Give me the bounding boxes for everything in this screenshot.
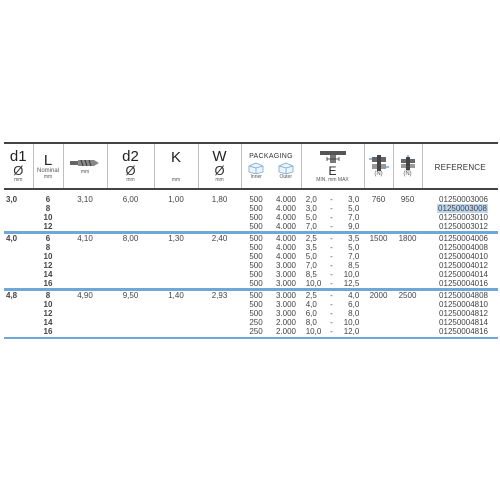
grip-min: 3,0: [305, 204, 317, 213]
cell-length: 14: [43, 318, 53, 327]
cell-inner: 500: [249, 270, 263, 279]
cell-d2: [107, 222, 154, 233]
cell-w: 1,80: [211, 195, 228, 204]
cell-k: [154, 279, 198, 290]
cell-grip-range: [301, 233, 364, 244]
shear-unit: (N): [374, 171, 383, 177]
cell-w: [198, 213, 241, 222]
reference-code[interactable]: 01250003008: [438, 204, 487, 213]
table-row[interactable]: [4, 204, 498, 213]
cell-outer: 3.000: [275, 300, 297, 309]
grip-separator: -: [325, 213, 338, 222]
packaging-outer-label: Outer: [279, 173, 292, 180]
cell-outer: 4.000: [275, 252, 297, 261]
cell-grip-range: [301, 261, 364, 270]
cell-inner: 500: [249, 279, 263, 288]
reference-code[interactable]: 01250004006: [439, 234, 488, 243]
table-row[interactable]: [4, 290, 498, 301]
cell-grip-range: [301, 222, 364, 233]
cell-shear: [364, 270, 393, 279]
cell-length: 8: [45, 204, 51, 213]
cell-w: [198, 318, 241, 327]
cell-inner: 500: [249, 213, 263, 222]
cell-tensile: 1800: [393, 233, 422, 244]
table-row[interactable]: [4, 243, 498, 252]
product-spec-table: [4, 142, 498, 339]
header-grip-range: [301, 143, 364, 189]
table-header-row: [4, 143, 498, 189]
cell-shear: [364, 213, 393, 222]
grip-separator: -: [325, 309, 338, 318]
cell-w: [198, 222, 241, 233]
cell-d2: [107, 318, 154, 327]
cell-outer: 3.000: [275, 279, 297, 288]
cell-w: [198, 270, 241, 279]
d1-unit: mm: [14, 177, 23, 183]
cell-d1: [4, 279, 33, 290]
cell-d1: [4, 261, 33, 270]
cell-reference: [422, 204, 498, 213]
table-row[interactable]: [4, 300, 498, 309]
cell-drill: [63, 309, 107, 318]
grip-separator: -: [325, 243, 338, 252]
cell-drill: 3,10: [77, 195, 93, 204]
cell-grip-range: [301, 327, 364, 336]
reference-code[interactable]: 01250004808: [439, 291, 488, 300]
cell-inner: 500: [249, 309, 263, 318]
grip-min: 4,0: [305, 300, 317, 309]
box-inner-icon: [247, 162, 265, 174]
cell-length: 6: [45, 195, 51, 204]
w-diameter-symbol: Ø: [214, 163, 225, 178]
cell-tensile: [393, 222, 422, 233]
cell-k: [154, 261, 198, 270]
drill-bit-icon: [64, 157, 107, 169]
packaging-title: PACKAGING: [249, 152, 293, 160]
reference-code[interactable]: 01250004810: [439, 300, 488, 309]
cell-length: 16: [43, 279, 53, 288]
cell-reference: [422, 318, 498, 327]
cell-outer: 3.000: [271, 290, 301, 301]
w-symbol: W: [212, 148, 227, 165]
grip-max: 8,0: [348, 309, 360, 318]
cell-tensile: [393, 204, 422, 213]
grip-max: 5,0: [348, 204, 360, 213]
header-shear: [364, 143, 393, 189]
cell-outer: 3.000: [275, 309, 297, 318]
d2-unit: mm: [126, 177, 135, 183]
cell-d2: [107, 270, 154, 279]
cell-w: [198, 204, 241, 213]
cell-tensile: [393, 309, 422, 318]
cell-d2: [107, 213, 154, 222]
header-k: [154, 143, 198, 189]
cell-k: [154, 222, 198, 233]
cell-grip-range: [301, 279, 364, 290]
d2-diameter-symbol: Ø: [125, 163, 136, 178]
cell-drill: [63, 318, 107, 327]
length-nominal-label: Nominal: [36, 167, 59, 174]
shear-force-icon: [365, 155, 393, 171]
table-row[interactable]: [4, 270, 498, 279]
cell-drill: 4,90: [63, 290, 107, 301]
cell-drill: 4,10: [63, 233, 107, 244]
grip-min: 2,0: [305, 195, 317, 204]
reference-code[interactable]: 01250004014: [439, 270, 488, 279]
cell-tensile: 2500: [393, 290, 422, 301]
cell-d2: 8,00: [107, 233, 154, 244]
cell-grip-range: [301, 309, 364, 318]
cell-k: [154, 300, 198, 309]
drill-unit: mm: [80, 169, 90, 175]
cell-reference: [422, 279, 498, 290]
cell-inner: 500: [249, 195, 263, 204]
cell-w: [198, 327, 241, 336]
cell-reference: [422, 222, 498, 233]
grip-min: 10,0: [305, 279, 322, 288]
cell-shear: 2000: [364, 290, 393, 301]
reference-code[interactable]: 01250004814: [439, 318, 488, 327]
d2-symbol: d2: [122, 148, 139, 165]
cell-d1: [4, 222, 33, 233]
cell-d1: [4, 243, 33, 252]
header-packaging: [241, 143, 301, 189]
reference-code[interactable]: 01250004816: [439, 327, 488, 336]
grip-max: 3,0: [348, 195, 360, 204]
grip-separator: -: [325, 318, 338, 327]
cell-tensile: [393, 243, 422, 252]
grip-min: 7,0: [305, 222, 317, 231]
cell-k: [154, 252, 198, 261]
cell-inner: 500: [249, 300, 263, 309]
reference-code[interactable]: 01250003006: [439, 195, 488, 204]
cell-outer: 2.000: [275, 318, 297, 327]
cell-drill: [63, 300, 107, 309]
cell-reference: [422, 195, 498, 204]
cell-shear: [364, 204, 393, 213]
grip-separator: -: [325, 261, 338, 270]
cell-d2: [107, 309, 154, 318]
cell-d2: [107, 204, 154, 213]
cell-grip-range: [301, 270, 364, 279]
cell-d1: [4, 318, 33, 327]
cell-shear: [364, 318, 393, 327]
cell-d1: 4,8: [4, 290, 33, 301]
grip-max: 12,5: [343, 279, 360, 288]
cell-tensile: [393, 213, 422, 222]
grip-symbol: E: [328, 163, 337, 178]
cell-k: [154, 204, 198, 213]
cell-outer: 2.000: [275, 327, 297, 336]
grip-separator: -: [325, 204, 338, 213]
cell-drill: [63, 261, 107, 270]
cell-shear: [364, 327, 393, 336]
w-unit: mm: [215, 177, 224, 183]
table-body: [4, 195, 498, 338]
cell-shear: [364, 222, 393, 233]
grip-max: 6,0: [348, 300, 360, 309]
grip-separator: -: [325, 195, 338, 204]
cell-length: 10: [43, 213, 53, 222]
cell-outer: 4.000: [271, 233, 301, 244]
cell-w: [198, 309, 241, 318]
cell-shear: 1500: [364, 233, 393, 244]
cell-d2: [107, 327, 154, 336]
cell-drill: [63, 252, 107, 261]
grip-separator: -: [325, 327, 338, 336]
cell-d2: [107, 252, 154, 261]
cell-length: 10: [43, 300, 53, 309]
cell-d2: 6,00: [122, 195, 139, 204]
reference-code[interactable]: 01250004008: [439, 243, 488, 252]
grip-max: 4,0: [348, 291, 360, 300]
cell-k: 1,40: [154, 290, 198, 301]
cell-w: [198, 279, 241, 290]
cell-d1: [4, 300, 33, 309]
cell-inner: 500: [249, 261, 263, 270]
cell-inner: 500: [241, 290, 271, 301]
header-reference: [422, 143, 498, 189]
cell-d2: [107, 243, 154, 252]
cell-shear: [364, 309, 393, 318]
d1-symbol: d1: [9, 148, 27, 165]
reference-code[interactable]: 01250004812: [439, 309, 488, 318]
k-unit: mm: [171, 176, 181, 183]
cell-d1: [4, 213, 33, 222]
d1-diameter-symbol: Ø: [13, 163, 24, 178]
cell-k: [154, 318, 198, 327]
cell-d1: 3,0: [6, 195, 18, 204]
grip-max: 7,0: [348, 213, 360, 222]
reference-code[interactable]: 01250004016: [439, 279, 488, 288]
grip-separator: -: [325, 222, 338, 231]
cell-inner: 500: [249, 252, 263, 261]
grip-min: 8,5: [305, 270, 317, 279]
reference-code[interactable]: 01250004012: [439, 261, 488, 270]
cell-reference: [422, 290, 498, 301]
grip-min: 8,0: [305, 318, 317, 327]
packaging-inner-label: Inner: [250, 173, 262, 180]
grip-max: 10,0: [343, 318, 360, 327]
cell-length: 8: [45, 243, 51, 252]
cell-length: 12: [43, 309, 53, 318]
cell-w: [198, 261, 241, 270]
grip-max: 3,5: [348, 234, 360, 243]
cell-reference: [422, 252, 498, 261]
cell-outer: 4.000: [275, 195, 297, 204]
cell-w: [198, 300, 241, 309]
cell-outer: 4.000: [275, 204, 297, 213]
cell-k: [154, 309, 198, 318]
cell-length: 6: [33, 233, 63, 244]
cell-shear: [364, 243, 393, 252]
table-row[interactable]: [4, 213, 498, 222]
cell-d1: [4, 309, 33, 318]
cell-shear: [364, 279, 393, 290]
table-row[interactable]: [4, 195, 498, 204]
cell-grip-range: [301, 252, 364, 261]
cell-length: 12: [43, 222, 53, 231]
table-row[interactable]: [4, 261, 498, 270]
cell-tensile: [393, 327, 422, 336]
reference-code[interactable]: 01250003012: [439, 222, 488, 231]
cell-d2: [107, 300, 154, 309]
cell-drill: [63, 213, 107, 222]
cell-d1: [4, 270, 33, 279]
cell-grip-range: [301, 195, 364, 204]
cell-grip-range: [301, 318, 364, 327]
cell-k: [154, 327, 198, 336]
grip-max: 5,0: [348, 243, 360, 252]
cell-drill: [63, 222, 107, 233]
cell-tensile: [393, 261, 422, 270]
cell-k: [154, 213, 198, 222]
grip-min: 5,0: [305, 252, 317, 261]
cell-shear: [364, 300, 393, 309]
grip-separator: -: [325, 291, 338, 300]
table-row[interactable]: [4, 318, 498, 327]
reference-code[interactable]: 01250004010: [439, 252, 488, 261]
cell-k: [154, 243, 198, 252]
cell-k: 1,00: [168, 195, 184, 204]
grip-max: 10,0: [343, 270, 360, 279]
cell-d1: [4, 252, 33, 261]
cell-drill: [63, 204, 107, 213]
cell-tensile: 950: [400, 195, 415, 204]
cell-w: [198, 243, 241, 252]
cell-d2: [107, 279, 154, 290]
cell-tensile: [393, 252, 422, 261]
table-end-rule: [4, 336, 498, 338]
cell-inner: 500: [241, 233, 271, 244]
cell-d1: [4, 204, 33, 213]
cell-length: 10: [43, 252, 53, 261]
header-drill: [63, 143, 107, 189]
grip-separator: -: [325, 300, 338, 309]
grip-separator: -: [325, 252, 338, 261]
cell-shear: [364, 261, 393, 270]
cell-outer: 4.000: [275, 243, 297, 252]
cell-grip-range: [301, 204, 364, 213]
cell-outer: 4.000: [275, 213, 297, 222]
box-outer-icon: [277, 162, 295, 174]
cell-reference: [422, 233, 498, 244]
cell-length: 14: [43, 270, 53, 279]
cell-inner: 500: [249, 243, 263, 252]
cell-d2: 9,50: [107, 290, 154, 301]
cell-k: [154, 270, 198, 279]
grip-range-label: MIN. mm MAX: [316, 176, 349, 183]
grip-separator: -: [325, 234, 338, 243]
cell-reference: [422, 261, 498, 270]
length-unit: mm: [43, 173, 53, 180]
header-d1: [4, 143, 33, 189]
cell-inner: 250: [249, 327, 263, 336]
cell-inner: 500: [249, 204, 263, 213]
cell-grip-range: [301, 290, 364, 301]
cell-inner: 500: [249, 222, 263, 231]
grip-separator: -: [325, 270, 338, 279]
cell-drill: [63, 243, 107, 252]
cell-outer: 3.000: [275, 270, 297, 279]
cell-d2: [107, 261, 154, 270]
k-symbol: K: [170, 148, 181, 166]
cell-shear: [364, 252, 393, 261]
cell-drill: [63, 327, 107, 336]
header-d2: [107, 143, 154, 189]
cell-w: 2,93: [198, 290, 241, 301]
grip-max: 7,0: [348, 252, 360, 261]
grip-min: 3,5: [305, 243, 317, 252]
cell-length: 16: [43, 327, 53, 336]
cell-reference: [422, 243, 498, 252]
cell-drill: [63, 279, 107, 290]
tensile-force-icon: [394, 155, 422, 171]
cell-outer: 4.000: [275, 222, 297, 231]
grip-max: 12,0: [343, 327, 360, 336]
cell-reference: [422, 270, 498, 279]
cell-d1: [4, 327, 33, 336]
table-row[interactable]: [4, 327, 498, 336]
cell-reference: [422, 300, 498, 309]
cell-drill: [63, 270, 107, 279]
grip-min: 2,5: [305, 291, 317, 300]
cell-w: [198, 252, 241, 261]
grip-min: 6,0: [305, 309, 317, 318]
cell-reference: [422, 309, 498, 318]
grip-min: 10,0: [305, 327, 322, 336]
cell-reference: [422, 213, 498, 222]
grip-min: 5,0: [305, 213, 317, 222]
cell-k: 1,30: [154, 233, 198, 244]
table-row[interactable]: [4, 279, 498, 290]
cell-grip-range: [301, 243, 364, 252]
header-w: [198, 143, 241, 189]
grip-min: 2,5: [305, 234, 317, 243]
header-length: [33, 143, 63, 189]
table-row[interactable]: [4, 309, 498, 318]
table-row[interactable]: [4, 252, 498, 261]
reference-code[interactable]: 01250003010: [439, 213, 488, 222]
cell-reference: [422, 327, 498, 336]
grip-min: 7,0: [305, 261, 317, 270]
cell-tensile: [393, 318, 422, 327]
cell-tensile: [393, 279, 422, 290]
cell-shear: 760: [371, 195, 386, 204]
cell-d1: 4,0: [4, 233, 33, 244]
cell-tensile: [393, 270, 422, 279]
cell-length: 12: [43, 261, 53, 270]
table-row[interactable]: [4, 222, 498, 233]
cell-grip-range: [301, 213, 364, 222]
cell-outer: 3.000: [275, 261, 297, 270]
length-symbol: L: [43, 151, 53, 169]
tensile-unit: (N): [403, 171, 412, 177]
cell-grip-range: [301, 300, 364, 309]
grip-max: 8,5: [348, 261, 360, 270]
grip-separator: -: [325, 279, 338, 288]
header-tensile: [393, 143, 422, 189]
reference-label: REFERENCE: [434, 163, 486, 172]
cell-tensile: [393, 300, 422, 309]
cell-w: 2,40: [198, 233, 241, 244]
cell-length: 8: [33, 290, 63, 301]
table-row[interactable]: [4, 233, 498, 244]
grip-max: 9,0: [348, 222, 360, 231]
cell-inner: 250: [249, 318, 263, 327]
